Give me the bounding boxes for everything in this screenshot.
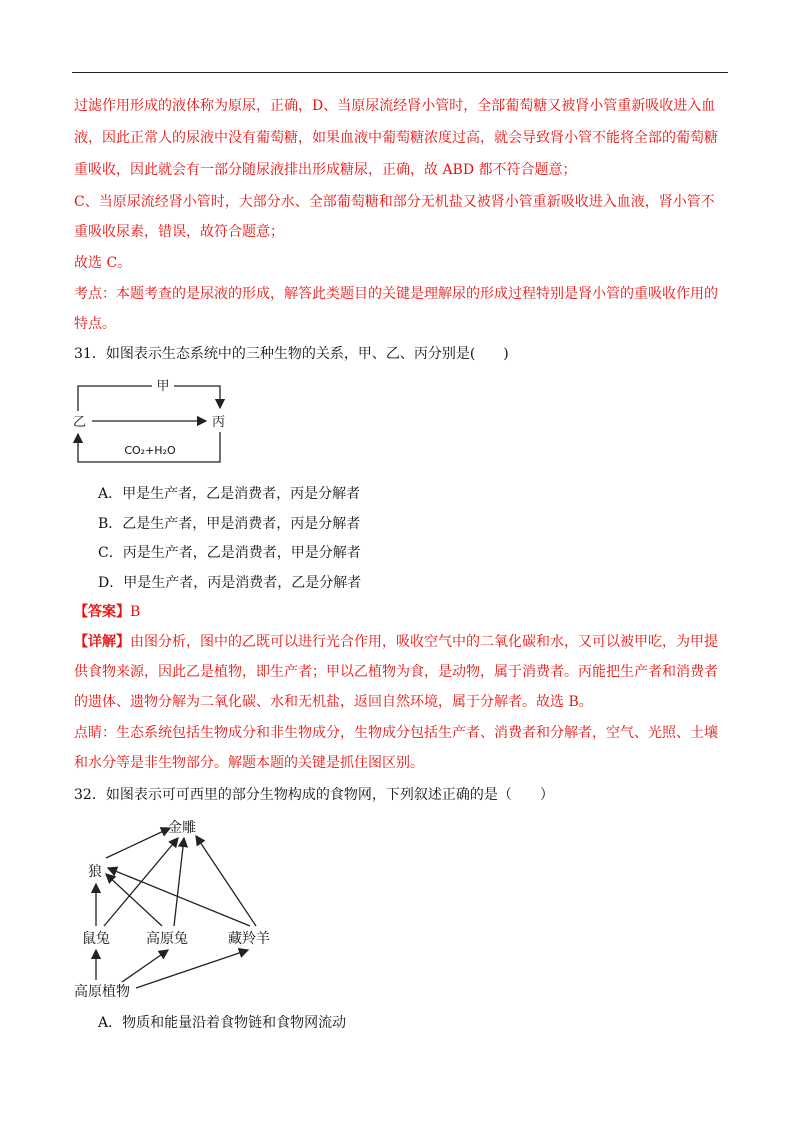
q32-stem: 32．如图表示可可西里的部分生物构成的食物网，下列叙述正确的是（ ）: [74, 787, 554, 803]
arrow-plant-antelope: [136, 950, 248, 988]
arrow-plant-hare: [122, 950, 168, 982]
q31-detail-line: 供食物来源，因此乙是植物，即生产者；甲以乙植物为食，是动物，属于消费者。丙能把生产者和消费者: [74, 664, 718, 680]
prev-explanation-line: 故选 C。: [74, 255, 132, 271]
foodweb-pika: 鼠兔: [82, 931, 110, 947]
q32-food-web-diagram: [70, 812, 310, 1002]
arrow-top: [78, 386, 220, 411]
arrow-hare-wolf: [106, 874, 162, 926]
q31-detail: [74, 632, 718, 652]
q31-option-d: D．甲是生产者，丙是消费者，乙是分解者: [98, 575, 362, 591]
foodweb-eagle: 金雕: [168, 820, 196, 836]
detail-text: 由图分析，图中的乙既可以进行光合作用，吸收空气中的二氧化碳和水，又可以被甲吃，为甲提: [130, 634, 718, 650]
q31-option-a: A．甲是生产者，乙是消费者，丙是分解者: [98, 486, 361, 502]
q32-option-a: A．物质和能量沿着食物链和食物网流动: [98, 1015, 347, 1031]
detail-tag: 【详解】: [74, 634, 130, 650]
diagram-label-co2-h2o: CO₂+H₂O: [124, 444, 176, 457]
prev-explanation-line: 特点。: [74, 316, 116, 332]
prev-explanation-line: 重吸收尿素，错误，故符合题意；: [74, 224, 284, 240]
foodweb-antelope: 藏羚羊: [228, 931, 270, 947]
header-rule: [72, 72, 728, 73]
q31-option-c: C．丙是生产者，乙是消费者，甲是分解者: [98, 545, 361, 561]
q31-ecosystem-diagram: [70, 376, 240, 468]
q31-answer: [74, 602, 140, 622]
arrow-wolf-eagle: [106, 828, 170, 858]
q31-comment-line: 点睛：生态系统包括生物成分和非生物成分，生物成分包括生产者、消费者和分解者，空气、光照、土壤: [74, 725, 718, 741]
arrow-antelope-eagle: [196, 836, 256, 926]
prev-explanation-line: 考点：本题考查的是尿液的形成，解答此类题目的关键是理解尿的形成过程特别是肾小管的重吸收作用的: [74, 286, 718, 302]
prev-explanation-line: 液，因此正常人的尿液中没有葡萄糖，如果血液中葡萄糖浓度过高，就会导致肾小管不能将全部的葡萄糖: [74, 130, 718, 146]
foodweb-plant: 高原植物: [74, 984, 130, 1000]
foodweb-hare: 高原兔: [146, 931, 188, 947]
prev-explanation-line: 过滤作用形成的液体称为原尿，正确，D、当原尿流经肾小管时，全部葡萄糖又被肾小管重新吸收进入血: [74, 98, 716, 114]
diagram-label-jia: 甲: [156, 379, 170, 394]
prev-explanation-line: C、当原尿流经肾小管时，大部分水、全部葡萄糖和部分无机盐又被肾小管重新吸收进入血液，肾小管不: [74, 194, 715, 210]
arrow-hare-eagle: [174, 838, 184, 926]
answer-tag: 【答案】: [74, 604, 130, 620]
q31-comment-line: 和水分等是非生物部分。解题本题的关键是抓住图区别。: [74, 755, 424, 771]
diagram-label-bing: 丙: [212, 415, 226, 430]
prev-explanation-line: 重吸收，因此就会有一部分随尿液排出形成糖尿，正确，故 ABD 都不符合题意；: [74, 162, 577, 178]
foodweb-wolf: 狼: [88, 864, 102, 880]
q31-detail-line: 的遗体、遗物分解为二氧化碳、水和无机盐，返回自然环境，属于分解者。故选 B。: [74, 694, 593, 710]
diagram-label-yi: 乙: [73, 415, 87, 430]
q31-stem: 31．如图表示生态系统中的三种生物的关系，甲、乙、丙分别是( ): [74, 346, 509, 362]
answer-value: B: [130, 604, 141, 620]
q31-option-b: B．乙是生产者，甲是消费者，丙是分解者: [98, 516, 361, 532]
